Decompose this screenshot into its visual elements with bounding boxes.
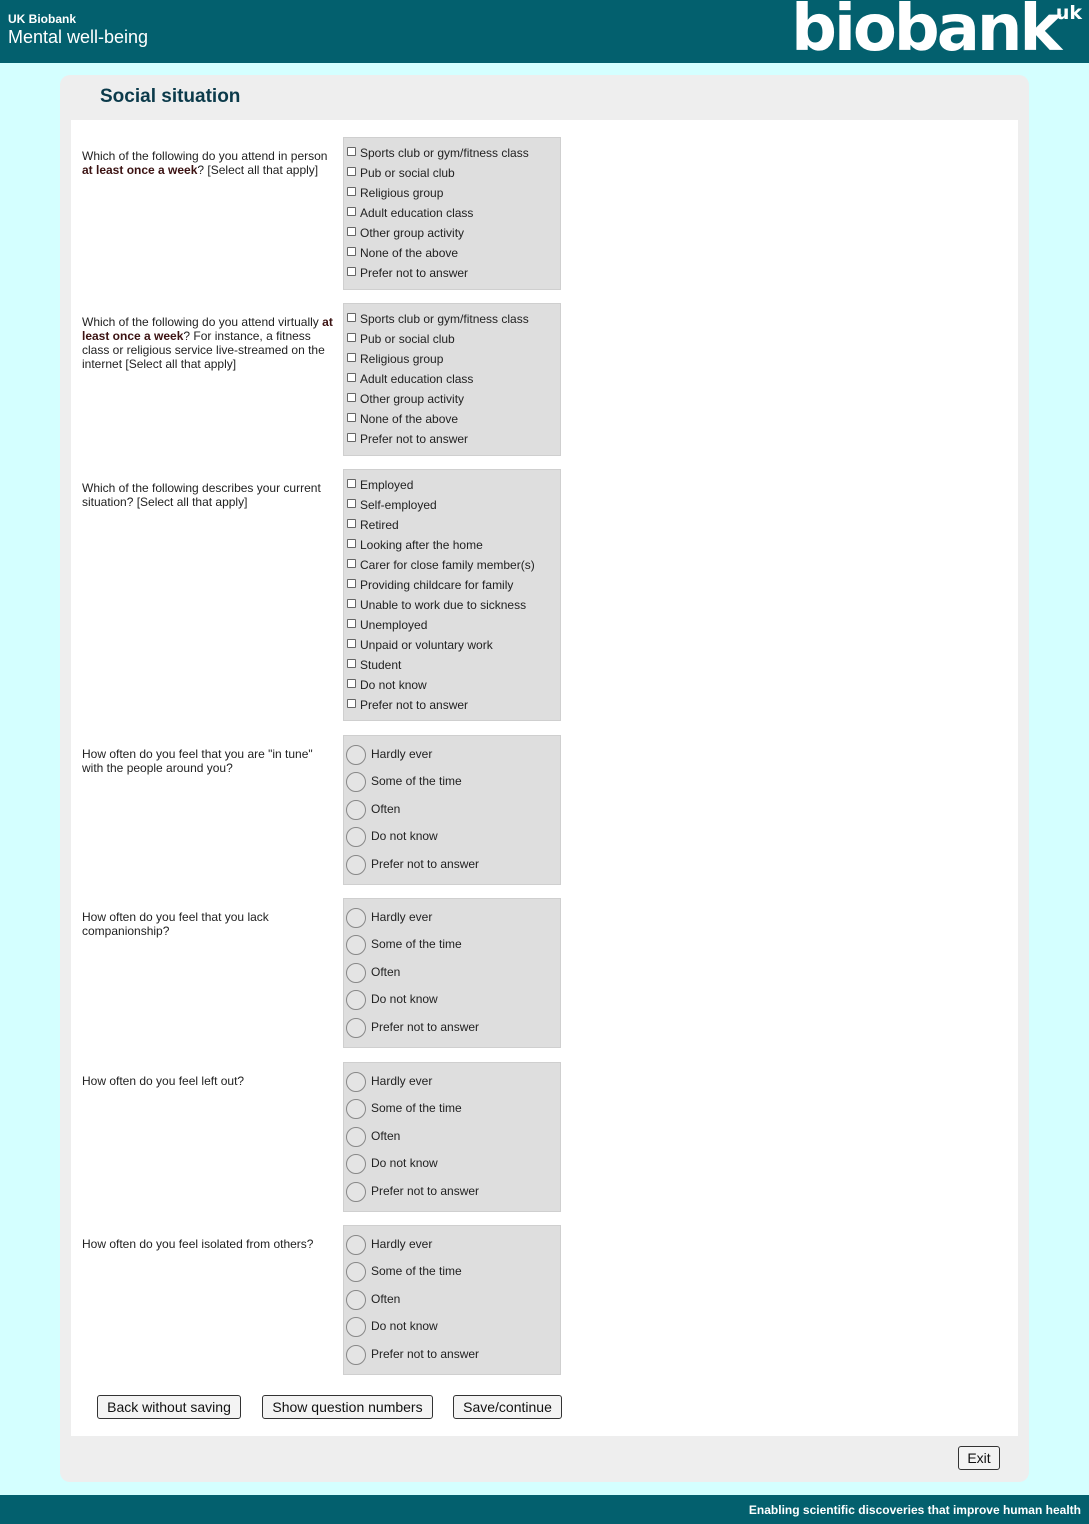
option-label: Hardly ever	[371, 1237, 433, 1251]
radio-button[interactable]	[346, 935, 366, 955]
option-label: Do not know	[371, 992, 438, 1007]
radio-button[interactable]	[346, 1262, 366, 1282]
back-without-saving-button[interactable]: Back without saving	[97, 1395, 241, 1419]
app-footer	[0, 1495, 1089, 1524]
radio-button[interactable]	[346, 1290, 366, 1310]
option-group	[343, 1225, 561, 1375]
radio-option[interactable]	[344, 1123, 560, 1150]
checkbox-option[interactable]	[344, 515, 560, 535]
biobank-logo-suffix: uk	[1055, 2, 1082, 24]
checkbox[interactable]	[347, 247, 356, 256]
option-group	[343, 303, 561, 456]
option-label: Do not know	[371, 829, 438, 844]
option-label: Sports club or gym/fitness class	[360, 312, 529, 326]
checkbox-option[interactable]	[344, 555, 560, 575]
checkbox-option[interactable]	[344, 635, 560, 655]
option-label: None of the above	[360, 246, 459, 260]
question-text	[82, 1237, 334, 1251]
question-text-part: How often do you feel that you are "in tune" with the people around you?	[82, 747, 313, 775]
radio-option[interactable]	[344, 768, 560, 795]
checkbox[interactable]	[347, 147, 356, 156]
checkbox-option[interactable]	[344, 203, 560, 223]
option-label: Student	[360, 658, 402, 672]
option-label: Prefer not to answer	[371, 856, 480, 871]
checkbox-option[interactable]	[344, 223, 560, 243]
checkbox-option[interactable]	[344, 163, 560, 183]
option-label: Other group activity	[360, 392, 465, 406]
option-label: Often	[371, 801, 401, 816]
option-label: Prefer not to answer	[360, 698, 469, 712]
option-label: Do not know	[371, 1319, 438, 1334]
option-group	[343, 1062, 561, 1212]
checkbox-option[interactable]	[344, 695, 560, 715]
checkbox-option[interactable]	[344, 535, 560, 555]
checkbox[interactable]	[347, 207, 356, 216]
radio-button[interactable]	[346, 855, 366, 875]
radio-button[interactable]	[346, 827, 366, 847]
checkbox[interactable]	[347, 479, 356, 488]
question-text	[82, 1074, 334, 1088]
option-label: Pub or social club	[360, 332, 455, 346]
checkbox[interactable]	[347, 559, 356, 568]
radio-option[interactable]	[344, 1341, 560, 1368]
checkbox-option[interactable]	[344, 309, 560, 329]
checkbox-option[interactable]	[344, 143, 560, 163]
checkbox-option[interactable]	[344, 615, 560, 635]
radio-option[interactable]	[344, 1286, 560, 1313]
option-label: Hardly ever	[371, 910, 433, 924]
checkbox[interactable]	[347, 187, 356, 196]
option-label: Do not know	[360, 678, 427, 692]
option-label: Often	[371, 964, 401, 979]
checkbox[interactable]	[347, 619, 356, 628]
checkbox-option[interactable]	[344, 369, 560, 389]
option-label: Pub or social club	[360, 166, 455, 180]
checkbox[interactable]	[347, 227, 356, 236]
biobank-logo: biobank	[791, 0, 1059, 66]
show-question-numbers-button[interactable]: Show question numbers	[262, 1395, 433, 1419]
radio-button[interactable]	[346, 1235, 366, 1255]
radio-button[interactable]	[346, 800, 366, 820]
radio-option[interactable]	[344, 1313, 560, 1340]
radio-button[interactable]	[346, 1099, 366, 1119]
option-label: Some of the time	[371, 937, 462, 952]
option-label: Prefer not to answer	[371, 1019, 480, 1034]
option-label: Prefer not to answer	[371, 1346, 480, 1361]
checkbox[interactable]	[347, 539, 356, 548]
checkbox-option[interactable]	[344, 575, 560, 595]
question-area	[71, 120, 1018, 1436]
radio-option[interactable]	[344, 959, 560, 986]
checkbox[interactable]	[347, 499, 356, 508]
option-label: Adult education class	[360, 372, 474, 386]
checkbox[interactable]	[347, 167, 356, 176]
option-label: Often	[371, 1291, 401, 1306]
option-label: Do not know	[371, 1156, 438, 1171]
question-text-part: ? For instance, a fitness class or religious service live-streamed on the internet [Select all that apply]	[82, 329, 325, 371]
checkbox[interactable]	[347, 433, 356, 442]
radio-option[interactable]	[344, 1068, 560, 1095]
checkbox-option[interactable]	[344, 595, 560, 615]
option-label: Other group activity	[360, 226, 465, 240]
radio-option[interactable]	[344, 1014, 560, 1041]
option-label: Employed	[360, 478, 414, 492]
option-label: Adult education class	[360, 206, 474, 220]
question-text-part: ? [Select all that apply]	[197, 163, 319, 177]
checkbox-option[interactable]	[344, 429, 560, 449]
radio-button[interactable]	[346, 1127, 366, 1147]
checkbox[interactable]	[347, 353, 356, 362]
option-label: Religious group	[360, 352, 444, 366]
question-text-part: How often do you feel isolated from others?	[82, 1237, 314, 1251]
section-title: Social situation	[100, 86, 241, 107]
question-text-part: Which of the following describes your current situation? [Select all that apply]	[82, 481, 321, 509]
radio-option[interactable]	[344, 1231, 560, 1258]
question-text-part: How often do you feel left out?	[82, 1074, 245, 1088]
radio-button[interactable]	[346, 745, 366, 765]
checkbox-option[interactable]	[344, 475, 560, 495]
question-text	[82, 910, 334, 938]
option-label: None of the above	[360, 412, 459, 426]
option-label: Unpaid or voluntary work	[360, 638, 493, 652]
checkbox[interactable]	[347, 579, 356, 588]
checkbox[interactable]	[347, 659, 356, 668]
question-text	[82, 747, 334, 775]
question-text	[82, 315, 334, 371]
checkbox[interactable]	[347, 413, 356, 422]
radio-button[interactable]	[346, 908, 366, 928]
question-text	[82, 149, 334, 177]
checkbox-option[interactable]	[344, 495, 560, 515]
option-label: Some of the time	[371, 1101, 462, 1116]
option-label: Providing childcare for family	[360, 578, 514, 592]
radio-option[interactable]	[344, 1178, 560, 1205]
question-text	[82, 481, 334, 509]
questionnaire-title: Mental well-being	[8, 27, 149, 47]
radio-option[interactable]	[344, 1095, 560, 1122]
option-label: Unemployed	[360, 618, 428, 632]
option-label: Some of the time	[371, 774, 462, 789]
org-name: UK Biobank	[8, 12, 77, 26]
checkbox-option[interactable]	[344, 675, 560, 695]
option-group	[343, 898, 561, 1048]
radio-button[interactable]	[346, 1317, 366, 1337]
option-label: Sports club or gym/fitness class	[360, 146, 529, 160]
radio-button[interactable]	[346, 1345, 366, 1365]
question-text-part: How often do you feel that you lack companionship?	[82, 910, 269, 938]
questionnaire-panel	[60, 75, 1029, 1482]
radio-option[interactable]	[344, 823, 560, 850]
question-text-emphasis: at least once a week	[82, 315, 333, 343]
radio-button[interactable]	[346, 772, 366, 792]
save-continue-button[interactable]: Save/continue	[453, 1395, 562, 1419]
question-text-part: Which of the following do you attend in person	[82, 149, 328, 163]
question-text-part: Which of the following do you attend virtually	[82, 315, 323, 329]
checkbox[interactable]	[347, 313, 356, 322]
checkbox-option[interactable]	[344, 349, 560, 369]
exit-button[interactable]: Exit	[958, 1446, 1000, 1470]
checkbox-option[interactable]	[344, 329, 560, 349]
radio-option[interactable]	[344, 1150, 560, 1177]
radio-button[interactable]	[346, 990, 366, 1010]
checkbox-option[interactable]	[344, 183, 560, 203]
radio-button[interactable]	[346, 1072, 366, 1092]
checkbox-option[interactable]	[344, 655, 560, 675]
radio-option[interactable]	[344, 851, 560, 878]
checkbox-option[interactable]	[344, 389, 560, 409]
option-label: Unable to work due to sickness	[360, 598, 527, 612]
checkbox[interactable]	[347, 639, 356, 648]
option-label: Hardly ever	[371, 1074, 433, 1088]
checkbox-option[interactable]	[344, 409, 560, 429]
app-header	[0, 0, 1089, 66]
checkbox[interactable]	[347, 393, 356, 402]
radio-button[interactable]	[346, 1154, 366, 1174]
footer-tagline: Enabling scientific discoveries that improve human health	[748, 1503, 1081, 1517]
checkbox[interactable]	[347, 267, 356, 276]
radio-option[interactable]	[344, 741, 560, 768]
option-label: Religious group	[360, 186, 444, 200]
question-text-emphasis: at least once a week	[82, 163, 198, 177]
radio-option[interactable]	[344, 931, 560, 958]
radio-button[interactable]	[346, 1018, 366, 1038]
checkbox-option[interactable]	[344, 263, 560, 283]
option-label: Self-employed	[360, 498, 437, 512]
checkbox-option[interactable]	[344, 243, 560, 263]
option-group	[343, 735, 561, 885]
radio-button[interactable]	[346, 1182, 366, 1202]
radio-button[interactable]	[346, 963, 366, 983]
radio-option[interactable]	[344, 1258, 560, 1285]
checkbox[interactable]	[347, 599, 356, 608]
checkbox[interactable]	[347, 699, 356, 708]
option-label: Retired	[360, 518, 399, 532]
checkbox[interactable]	[347, 679, 356, 688]
radio-option[interactable]	[344, 986, 560, 1013]
option-label: Looking after the home	[360, 538, 483, 552]
option-label: Often	[371, 1128, 401, 1143]
option-label: Prefer not to answer	[360, 266, 469, 280]
checkbox[interactable]	[347, 519, 356, 528]
checkbox[interactable]	[347, 333, 356, 342]
option-label: Prefer not to answer	[371, 1183, 480, 1198]
radio-option[interactable]	[344, 904, 560, 931]
option-group	[343, 469, 561, 721]
checkbox[interactable]	[347, 373, 356, 382]
radio-option[interactable]	[344, 796, 560, 823]
option-label: Prefer not to answer	[360, 432, 469, 446]
option-label: Hardly ever	[371, 747, 433, 761]
option-label: Carer for close family member(s)	[360, 558, 535, 572]
option-label: Some of the time	[371, 1264, 462, 1279]
option-group	[343, 137, 561, 290]
